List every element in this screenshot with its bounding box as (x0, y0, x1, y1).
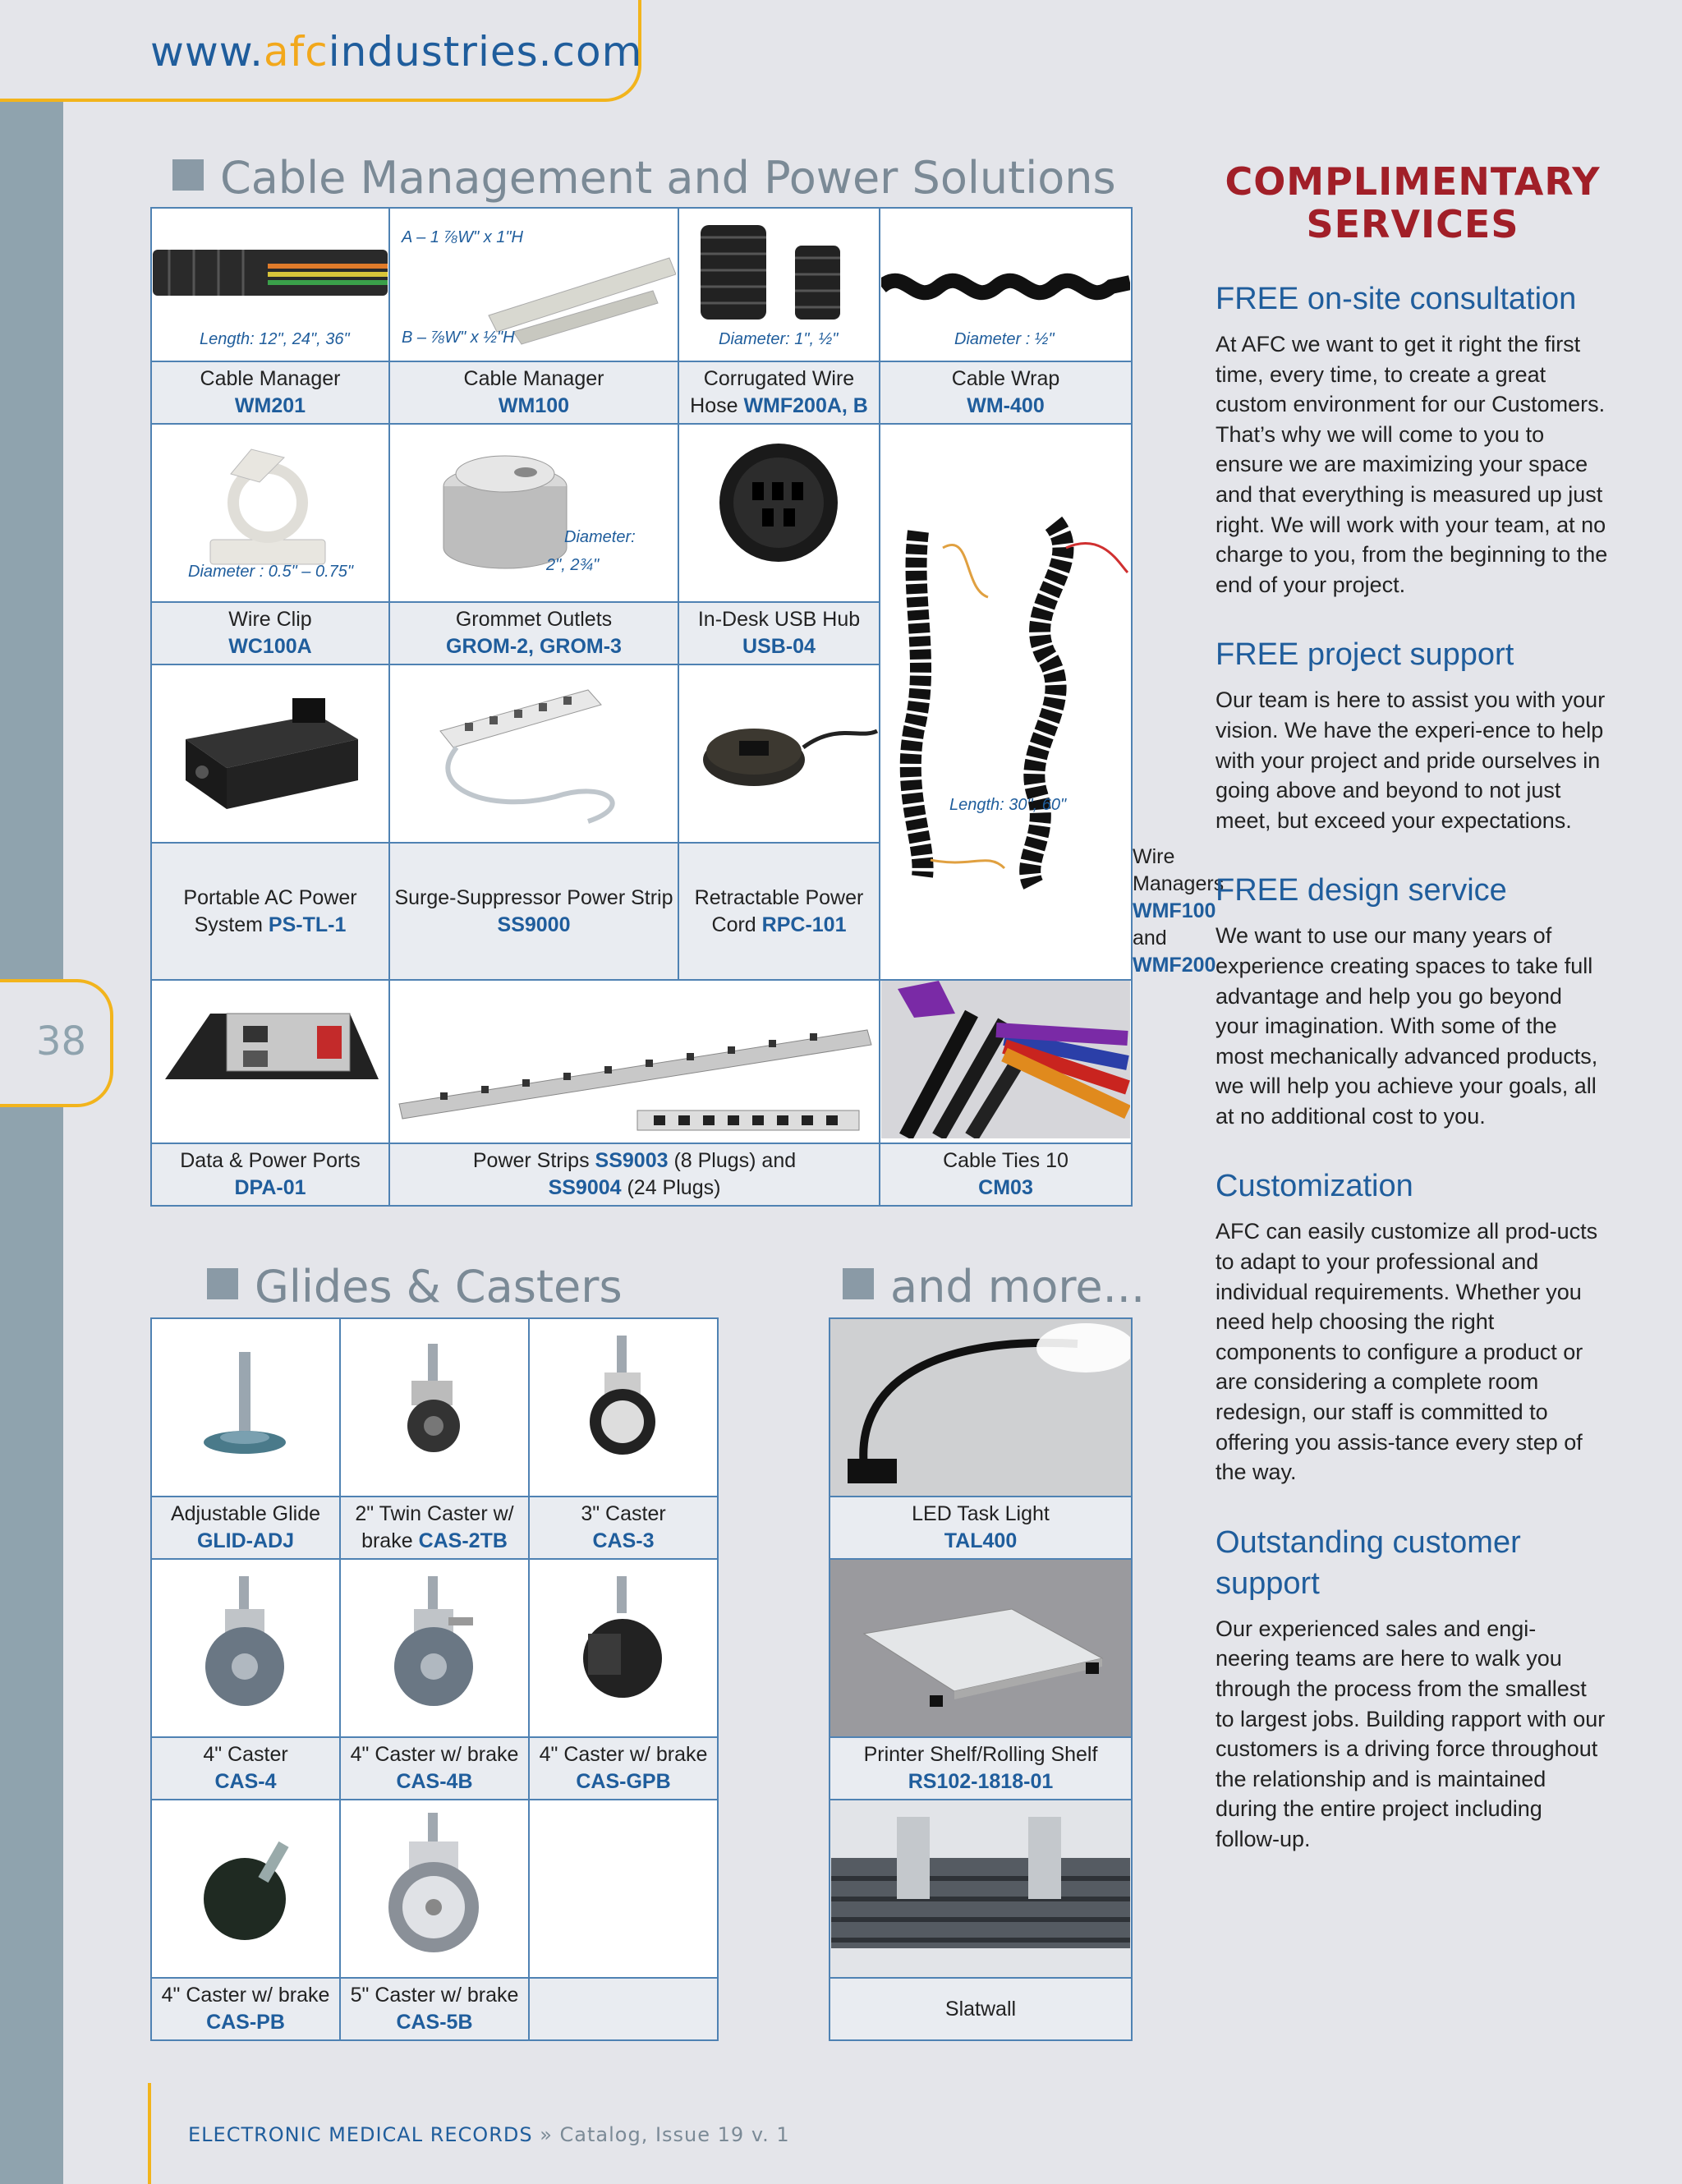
product-image-cas-gpb (529, 1559, 718, 1737)
product-image-wire-managers (880, 424, 1132, 980)
service-heading: FREE project support (1216, 637, 1514, 673)
product-image-wc100a (151, 424, 389, 602)
caster-5in-brake-image (342, 1800, 527, 1973)
product-code[interactable]: WC100A (228, 635, 312, 658)
empty-product-cell (529, 1800, 718, 1978)
led-task-light-image (831, 1319, 1130, 1492)
product-code[interactable]: CAS-5B (396, 2011, 473, 2034)
glides-casters-table (150, 1317, 719, 2041)
product-image-wm100 (389, 208, 678, 361)
caster-4in-brake-image (342, 1560, 527, 1732)
page-number: 38 (36, 1018, 87, 1064)
product-code[interactable]: PS-TL-1 (268, 913, 347, 936)
service-project-support (1216, 634, 1610, 835)
square-bullet-icon (843, 1268, 874, 1299)
power-strips-image (391, 981, 878, 1138)
wire-manager-chain-image (881, 499, 1130, 901)
service-customer-support (1216, 1522, 1610, 1855)
caption-rpc101: Retractable Power Cord RPC-101 (678, 843, 880, 980)
adjustable-glide-image (153, 1319, 338, 1492)
caption-slatwall: Slatwall (830, 1978, 1132, 2040)
service-design (1216, 870, 1610, 1131)
product-image-usb04 (678, 424, 880, 602)
cable-section-title: Cable Management and Power Solutions (172, 156, 1116, 200)
service-body: AFC can easily customize all prod-ucts to adapt to your professional and individual requirements. Whether you need help choosing the right components to configure a product or are considering a complete room redesign, our staff is committed to offering you assis-tance every step of the way. (1216, 1219, 1598, 1485)
product-image-cas-2tb (340, 1318, 529, 1497)
dimension-label: Diameter : ½" (954, 330, 1055, 348)
square-bullet-icon (172, 159, 204, 191)
caption-grom: Grommet Outlets GROM-2, GROM-3 (389, 602, 678, 664)
caption-cm03: Cable Ties 10 CM03 (880, 1143, 1132, 1206)
product-image-rs102 (830, 1559, 1132, 1737)
cable-ties-image (881, 981, 1130, 1138)
caption-dpa01: Data & Power Ports DPA-01 (151, 1143, 389, 1206)
product-image-wmf200 (678, 208, 880, 361)
empty-caption-cell (529, 1978, 718, 2040)
caption-wmf200: Corrugated Wire Hose WMF200A, B (678, 361, 880, 424)
retractable-cord-image (680, 665, 878, 838)
caster-gpb-image (531, 1560, 716, 1732)
footer-accent-bar (148, 2083, 151, 2184)
square-bullet-icon (207, 1268, 238, 1299)
product-code[interactable]: RS102-1818-01 (908, 1770, 1054, 1793)
power-strip-image (391, 665, 677, 838)
product-image-tal400 (830, 1318, 1132, 1497)
caption-cas-pb: 4" Caster w/ brake CAS-PB (151, 1978, 340, 2040)
product-code[interactable]: CAS-GPB (576, 1770, 671, 1793)
dimension-label: Diameter: 1", ½" (719, 330, 839, 348)
product-image-cas-5b (340, 1800, 529, 1978)
product-image-grom (389, 424, 678, 602)
dimension-label: Length: 30", 60" (949, 796, 1067, 814)
service-heading: FREE design service (1216, 873, 1507, 908)
product-code[interactable]: CAS-3 (592, 1529, 655, 1552)
dimension-label: Length: 12", 24", 36" (200, 330, 350, 348)
caster-3in-image (531, 1319, 716, 1492)
more-products-table (829, 1317, 1133, 2041)
caption-cas-3: 3" Caster CAS-3 (529, 1497, 718, 1559)
product-code[interactable]: TAL400 (944, 1529, 1018, 1552)
twin-caster-image (342, 1319, 527, 1492)
slatwall-image (831, 1800, 1130, 1973)
service-heading: Customization (1216, 1169, 1413, 1204)
product-image-dpa01 (151, 980, 389, 1143)
product-image-glid-adj (151, 1318, 340, 1497)
product-image-wm400 (880, 208, 1132, 361)
product-code[interactable]: WMF200A, B (743, 394, 868, 417)
product-image-slatwall (830, 1800, 1132, 1978)
dimension-label: Diameter : 0.5" – 0.75" (188, 563, 353, 581)
service-heading: FREE on-site consultation (1216, 282, 1577, 316)
caption-wm201: Cable Manager WM201 (151, 361, 389, 424)
product-code[interactable]: SS9003 (595, 1149, 669, 1172)
product-image-cas-4b (340, 1559, 529, 1737)
services-title: COMPLIMENTARY SERVICES (1225, 159, 1601, 246)
caption-glid-adj: Adjustable Glide GLID-ADJ (151, 1497, 340, 1559)
cable-products-table: Length: 12", 24", 36" A – 1 ⅞W" x 1"H B – ⅞W" x ½"H Diameter: 1", ½" Diameter : ½" Cable Manager WM201 Cable Manager WM100 Corrugated Wire Hose WMF200A, B Cable Wrap WM-400 Diameter : 0.5" – 0.75" Diameter: 2", 2¾" Length: 30", 60" Wire Clip WC100A Grommet Outlets GROM-2, GROM-3 In-Desk USB Hub USB-04 Portable AC Power System PS-TL-1 Surge-Suppressor Power Strip SS9000 Retractable Power Cord RPC-101 Wire Managers WMF100 and WMF200 Data & Power Ports DPA-01 Power Strips SS9003 (8 Plugs) and SS9004 (24 Plugs) Cable Ties 10 CM03 (150, 207, 1133, 1207)
caption-wc100a: Wire Clip WC100A (151, 602, 389, 664)
caption-cas-2tb: 2" Twin Caster w/ brake CAS-2TB (340, 1497, 529, 1559)
product-code[interactable]: WMF200 (1133, 954, 1216, 977)
footer-publication: ELECTRONIC MEDICAL RECORDS (188, 2123, 533, 2146)
glides-section-title: Glides & Casters (207, 1265, 623, 1309)
product-image-cas-4 (151, 1559, 340, 1737)
caption-power-strips: Power Strips SS9003 (8 Plugs) and SS9004 (24 Plugs) (389, 1143, 880, 1206)
printer-shelf-image (831, 1560, 1130, 1732)
product-code[interactable]: CAS-4B (396, 1770, 473, 1793)
website-url[interactable]: www.afcindustries.com (150, 28, 643, 76)
product-code[interactable]: DPA-01 (234, 1176, 306, 1199)
footer: ELECTRONIC MEDICAL RECORDS » Catalog, Issue 19 v. 1 (188, 2123, 790, 2146)
caster-pb-image (153, 1800, 338, 1973)
caption-tal400: LED Task Light TAL400 (830, 1497, 1132, 1559)
service-body: We want to use our many years of experience creating spaces to take full advantage and help you go beyond your imagination. With some of the most mechanically advanced products, we will help you achieve your goals, all at no additional cost to you. (1216, 923, 1598, 1129)
dimension-label: A – 1 ⅞W" x 1"H (402, 228, 523, 246)
data-power-ports-image (153, 981, 388, 1138)
product-image-power-strips (389, 980, 880, 1143)
product-code[interactable]: GROM-2, GROM-3 (446, 635, 622, 658)
product-code[interactable]: CAS-PB (206, 2011, 285, 2034)
product-image-rpc101 (678, 664, 880, 843)
service-heading: Outstanding customer support (1216, 1524, 1521, 1601)
product-code[interactable]: CAS-4 (214, 1770, 277, 1793)
product-image-wm201 (151, 208, 389, 361)
service-body: Our team is here to assist you with your vision. We have the experi-ence to help with your project and pride ourselves in going above and beyond to not just meet, but exceed your expectations. (1216, 687, 1606, 833)
dimension-label: 2", 2¾" (546, 556, 600, 574)
caption-cas-4: 4" Caster CAS-4 (151, 1737, 340, 1800)
footer-issue: Catalog, Issue 19 v. 1 (559, 2123, 790, 2146)
caption-cas-4b: 4" Caster w/ brake CAS-4B (340, 1737, 529, 1800)
product-code[interactable]: GLID-ADJ (196, 1529, 295, 1552)
services-column (1216, 160, 1610, 1889)
dimension-label: B – ⅞W" x ½"H (402, 329, 515, 347)
service-onsite-consultation (1216, 278, 1610, 600)
product-image-cas-3 (529, 1318, 718, 1497)
product-code[interactable]: WM201 (234, 394, 306, 417)
caption-cas-5b: 5" Caster w/ brake CAS-5B (340, 1978, 529, 2040)
product-code[interactable]: USB-04 (742, 635, 816, 658)
product-code[interactable]: CAS-2TB (418, 1529, 508, 1552)
caption-usb04: In-Desk USB Hub USB-04 (678, 602, 880, 664)
product-code[interactable]: WM100 (498, 394, 570, 417)
caption-cas-gpb: 4" Caster w/ brake CAS-GPB (529, 1737, 718, 1800)
service-customization (1216, 1166, 1610, 1487)
sidebar-strip (0, 102, 63, 2184)
product-image-ss9000 (389, 664, 678, 843)
product-code[interactable]: WMF100 (1133, 899, 1216, 922)
caption-ps-tl-1: Portable AC Power System PS-TL-1 (151, 843, 389, 980)
caption-wm400: Cable Wrap WM-400 (880, 361, 1132, 424)
grommet-image (390, 425, 676, 597)
service-body: Our experienced sales and engi-neering teams are here to walk you through the process from the smallest to largest jobs. Building rapport with our customers is a driving force throughout the relationship and is maintained during the entire project including follow-up. (1216, 1616, 1606, 1851)
dimension-label: Diameter: (564, 528, 636, 546)
product-code[interactable]: RPC-101 (761, 913, 847, 936)
product-code[interactable]: WM-400 (967, 394, 1045, 417)
product-code[interactable]: SS9000 (497, 913, 571, 936)
product-code[interactable]: SS9004 (548, 1176, 622, 1199)
product-code[interactable]: CM03 (978, 1176, 1033, 1199)
product-image-cm03 (880, 980, 1132, 1143)
service-body: At AFC we want to get it right the first time, every time, to create a great custom environment for our Customers. That’s why we will come to you to ensure we are maximizing your space and that everything is measured up just right. We will work with your team, at no charge to you, from the beginning to the end of your project. (1216, 332, 1608, 597)
caption-rs102: Printer Shelf/Rolling Shelf RS102-1818-01 (830, 1737, 1132, 1800)
portable-power-image (153, 665, 388, 838)
product-image-ps-tl-1 (151, 664, 389, 843)
more-section-title: and more... (843, 1265, 1145, 1309)
caster-4in-image (153, 1560, 338, 1732)
caption-wm100: Cable Manager WM100 (389, 361, 678, 424)
product-image-cas-pb (151, 1800, 340, 1978)
usb-hub-image (680, 425, 878, 597)
caption-ss9000: Surge-Suppressor Power Strip SS9000 (389, 843, 678, 980)
